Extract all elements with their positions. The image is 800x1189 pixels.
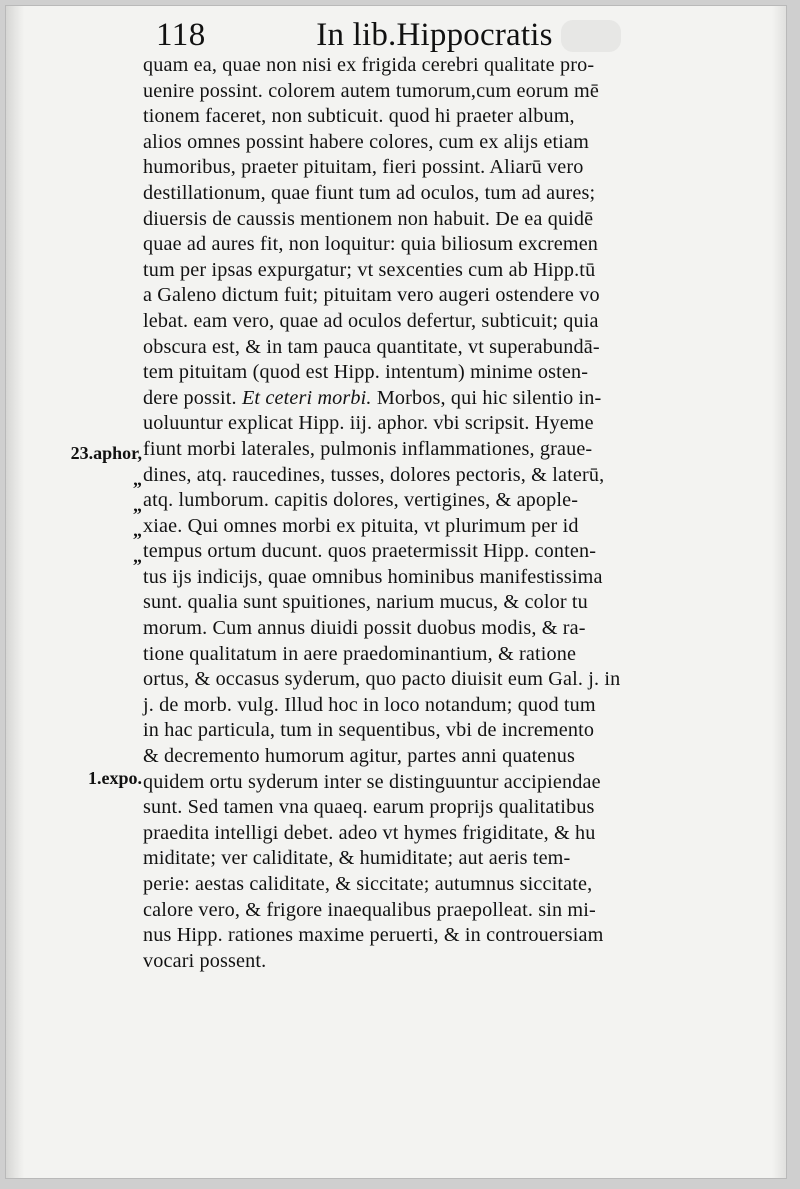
text-line: tione qualitatum in aere praedominantium, & ratione xyxy=(143,642,577,665)
text-line: & decremento humorum agitur, partes anni quatenus xyxy=(143,745,576,768)
text-line: xiae. Qui omnes morbi ex pituita, vt plurimum per id xyxy=(143,514,579,537)
text-line: tem pituitam (quod est Hipp. intentum) minime osten- xyxy=(143,361,589,384)
text-line: tempus ortum ducunt. quos praetermissit Hipp. conten- xyxy=(143,540,597,563)
text-line: humoribus, praeter pituitam, fieri possint. Aliarū vero xyxy=(143,156,584,179)
italic-lemma: Et ceteri morbi. xyxy=(241,386,372,409)
text-line: tionem faceret, non subticuit. quod hi praeter album, xyxy=(143,105,575,128)
body-text xyxy=(143,53,767,974)
text-line: tus ijs indicijs, quae omnibus hominibus manifestissima xyxy=(143,565,603,588)
text-line: j. de morb. vulg. Illud hoc in loco notandum; quod tum xyxy=(143,693,596,716)
running-head xyxy=(156,14,756,56)
text-line: sunt. qualia sunt spuitiones, narium mucus, & color tu xyxy=(143,591,588,614)
text-line: sunt. Sed tamen vna quaeq. earum proprijs qualitatibus xyxy=(143,796,595,819)
text-line: a Galeno dictum fuit; pituitam vero augeri ostendere vo xyxy=(143,284,600,307)
text-line: vocari possent. xyxy=(143,949,267,972)
text-line: quidem ortu syderum inter se distinguuntur accipiendae xyxy=(143,770,601,793)
text-line: destillationum, quae fiunt tum ad oculos, tum ad aures; xyxy=(143,181,596,204)
book-page xyxy=(6,6,786,1178)
text-line: calore vero, & frigore inaequalibus praepolleat. sin mi- xyxy=(143,898,596,921)
text-line: nus Hipp. rationes maxime peruerti, & in controuersiam xyxy=(143,924,604,947)
text-line: uoluuntur explicat Hipp. iij. aphor. vbi scripsit. Hyeme xyxy=(143,412,594,435)
margin-note-ditto: „ xyxy=(133,546,142,566)
text-line: fiunt morbi laterales, pulmonis inflammationes, graue- xyxy=(143,437,593,460)
text-line: obscura est, & in tam pauca quantitate, vt superabundā- xyxy=(143,335,600,358)
margin-note-ditto: „ xyxy=(133,469,142,489)
text-line: tum per ipsas expurgatur; vt sexcenties cum ab Hipp.tū xyxy=(143,258,596,281)
page-number: 118 xyxy=(156,17,206,53)
text-line: praedita intelligi debet. adeo vt hymes frigiditate, & hu xyxy=(143,821,596,844)
margin-note-ditto: „ xyxy=(133,495,142,515)
text-line: dines, atq. raucedines, tusses, dolores pectoris, & laterū, xyxy=(143,463,605,486)
margin-note-expo: 1.expo. xyxy=(88,768,142,788)
text-line-with-lemma xyxy=(143,386,767,412)
text-segment: dere possit. xyxy=(143,386,242,409)
text-line: uenire possint. colorem autem tumorum,cum eorum mē xyxy=(143,79,600,102)
running-title: In lib.Hippocratis xyxy=(316,17,553,53)
text-line: alios omnes possint habere colores, cum ex alijs etiam xyxy=(143,130,589,153)
text-line: miditate; ver caliditate, & humiditate; aut aeris tem- xyxy=(143,847,571,870)
text-line: quae ad aures fit, non loquitur: quia biliosum excremen xyxy=(143,233,599,256)
text-line: perie: aestas caliditate, & siccitate; autumnus siccitate, xyxy=(143,873,593,895)
margin-note-aphor: 23.aphor, xyxy=(70,443,142,463)
text-line: diuersis de caussis mentionem non habuit. De ea quidē xyxy=(143,207,594,230)
text-line: in hac particula, tum in sequentibus, vbi de incremento xyxy=(143,719,595,742)
margin-note-ditto: „ xyxy=(133,520,142,540)
text-line: morum. Cum annus diuidi possit duobus modis, & ra- xyxy=(143,617,586,640)
text-line: quam ea, quae non nisi ex frigida cerebri qualitate pro- xyxy=(143,54,595,76)
text-segment: Morbos, qui hic silentio in- xyxy=(371,386,602,409)
text-line: ortus, & occasus syderum, quo pacto diuisit eum Gal. j. in xyxy=(143,668,621,691)
text-line: atq. lumborum. capitis dolores, vertigines, & apople- xyxy=(143,489,579,512)
text-line: lebat. eam vero, quae ad oculos defertur, subticuit; quia xyxy=(143,309,599,332)
